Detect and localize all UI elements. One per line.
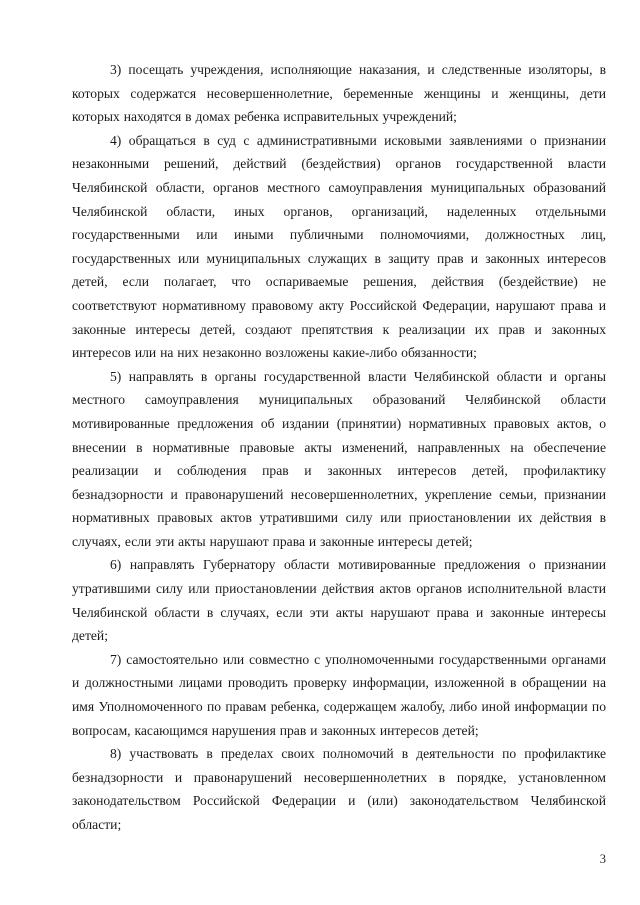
- paragraph-item-4: 4) обращаться в суд с административными исковыми заявлениями о признании незаконными решений, действий (бездействия) органов государственной власти Челябинской области, органов местного самоуправления муниципальных образований Челябинской области, иных органов, организаций, наделенных отдельными государственными или иными публичными полномочиями, должностных лиц, государственных или муниципальных служащих в защиту прав и законных интересов детей, если полагает, что оспариваемые решения, действия (бездействие) не соответствуют нормативному правовому акту Российской Федерации, нарушают права и законные интересы детей, создают препятствия к реализации их прав и законных интересов или на них незаконно возложены какие-либо обязанности;: [72, 132, 606, 361]
- document-body: [72, 58, 606, 837]
- paragraph-item-5: 5) направлять в органы государственной власти Челябинской области и органы местного самоуправления муниципальных образований Челябинской области мотивированные предложения об издании (принятии) нормативных правовых актов, о внесении в нормативные правовые акты изменений, направленных на обеспечение реализации и соблюдения прав и законных интересов детей, профилактику безнадзорности и правонарушений несовершеннолетних, укрепление семьи, признании нормативных правовых актов утратившими силу или приостановлении их действия в случаях, если эти акты нарушают права и законные интересы детей;: [72, 368, 606, 549]
- paragraph-item-3: 3) посещать учреждения, исполняющие наказания, и следственные изоляторы, в которых содержатся несовершеннолетние, беременные женщины и женщины, дети которых находятся в домах ребенка исправительных учреждений;: [72, 62, 606, 125]
- paragraph-item-6: 6) направлять Губернатору области мотивированные предложения о признании утратившими силу или приостановлении действия актов органов исполнительной власти Челябинской области в случаях, если эти акты нарушают права и законные интересы детей;: [72, 557, 606, 644]
- page-number: 3: [599, 852, 606, 866]
- paragraph-item-8: 8) участвовать в пределах своих полномочий в деятельности по профилактике безнадзорности и правонарушений несовершеннолетних в порядке, установленном законодательством Российской Федерации и (или) законодательством Челябинской области;: [72, 746, 606, 832]
- paragraph-item-7: 7) самостоятельно или совместно с уполномоченными государственными органами и должностными лицами проводить проверку информации, изложенной в обращении на имя Уполномоченного по правам ребенка, содержащем жалобу, либо иной информации по вопросам, касающимся нарушения прав и законных интересов детей;: [72, 651, 606, 738]
